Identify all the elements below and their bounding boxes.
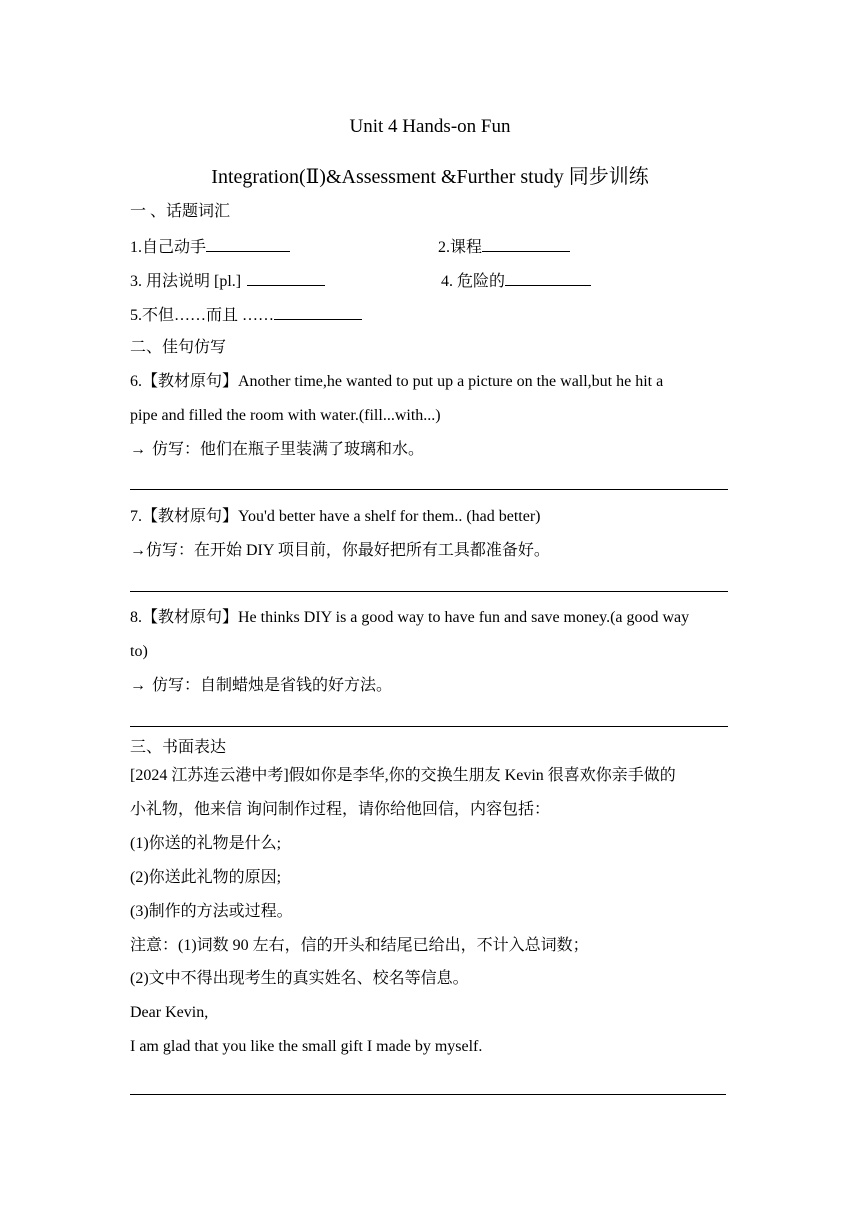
vocab-item-5 (130, 303, 362, 327)
vocab-item-2-blank[interactable] (482, 235, 570, 252)
q6-imitate-text: 仿写：他们在瓶子里装满了玻璃和水。 (152, 441, 425, 458)
writing-prompt-line-1: [2024 江苏连云港中考]假如你是李华,你的交换生朋友 Kevin 很喜欢你亲手做的 (130, 767, 676, 784)
vocab-item-1-blank[interactable] (206, 235, 290, 252)
vocab-item-4 (441, 269, 591, 293)
writing-note-1: 注意：(1)词数 90 左右，信的开头和结尾已给出，不计入总词数； (130, 937, 589, 954)
section-1-heading: 一 、话题词汇 (130, 203, 231, 220)
vocab-item-2-label: 2.课程 (438, 239, 483, 256)
q6-original-line-2: pipe and filled the room with water.(fill...with...) (130, 407, 441, 424)
writing-point-1: (1)你送的礼物是什么; (130, 835, 282, 852)
writing-note-2: (2)文中不得出现考生的真实姓名、校名等信息。 (130, 970, 469, 987)
q6-imitate (130, 439, 424, 461)
writing-point-2: (2)你送此礼物的原因; (130, 869, 282, 886)
q8-imitate (130, 675, 392, 697)
q6-answer-line[interactable] (130, 489, 728, 490)
arrow-icon: → (130, 542, 146, 559)
q7-answer-line[interactable] (130, 591, 728, 592)
vocab-item-4-blank[interactable] (505, 269, 591, 286)
q7-imitate-text: 仿写：在开始 DIY 项目前，你最好把所有工具都准备好。 (146, 542, 550, 559)
q7-original-line-1: 7.【教材原句】You'd better have a shelf for them.. (had better) (130, 508, 541, 525)
q8-original-line-1: 8.【教材原句】He thinks DIY is a good way to have fun and save money.(a good way (130, 609, 690, 626)
vocab-item-5-blank[interactable] (274, 303, 362, 320)
writing-prompt-line-2: 小礼物，他来信 询问制作过程，请你给他回信，内容包括： (130, 801, 551, 818)
vocab-item-3-label: 3. 用法说明 [pl.] (130, 273, 242, 290)
q7-imitate (130, 540, 550, 562)
arrow-icon: → (130, 677, 146, 694)
q8-imitate-text: 仿写：自制蜡烛是省钱的好方法。 (152, 677, 393, 694)
vocab-item-2 (438, 235, 570, 259)
q8-original-line-2: to) (130, 643, 148, 660)
vocab-item-5-label: 5.不但……而且 …… (130, 307, 275, 324)
vocab-item-3-blank[interactable] (247, 269, 325, 286)
vocab-item-1-label: 1.自己动手 (130, 239, 207, 256)
q6-original-line-1: 6.【教材原句】Another time,he wanted to put up a picture on the wall,but he hit a (130, 373, 664, 390)
page-subtitle: Integration(Ⅱ)&Assessment &Further study 同步训练 (211, 166, 649, 188)
letter-greeting: Dear Kevin, (130, 1004, 209, 1021)
vocab-item-4-label: 4. 危险的 (441, 273, 506, 290)
letter-opening: I am glad that you like the small gift I made by myself. (130, 1038, 483, 1055)
letter-answer-line[interactable] (130, 1094, 726, 1095)
vocab-item-3 (130, 269, 325, 293)
writing-point-3: (3)制作的方法或过程。 (130, 903, 293, 920)
page-title: Unit 4 Hands-on Fun (349, 116, 511, 137)
vocab-item-1 (130, 235, 290, 259)
q8-answer-line[interactable] (130, 726, 728, 727)
section-3-heading: 三、书面表达 (130, 739, 227, 756)
arrow-icon: → (130, 441, 146, 458)
section-2-heading: 二、佳句仿写 (130, 339, 227, 356)
